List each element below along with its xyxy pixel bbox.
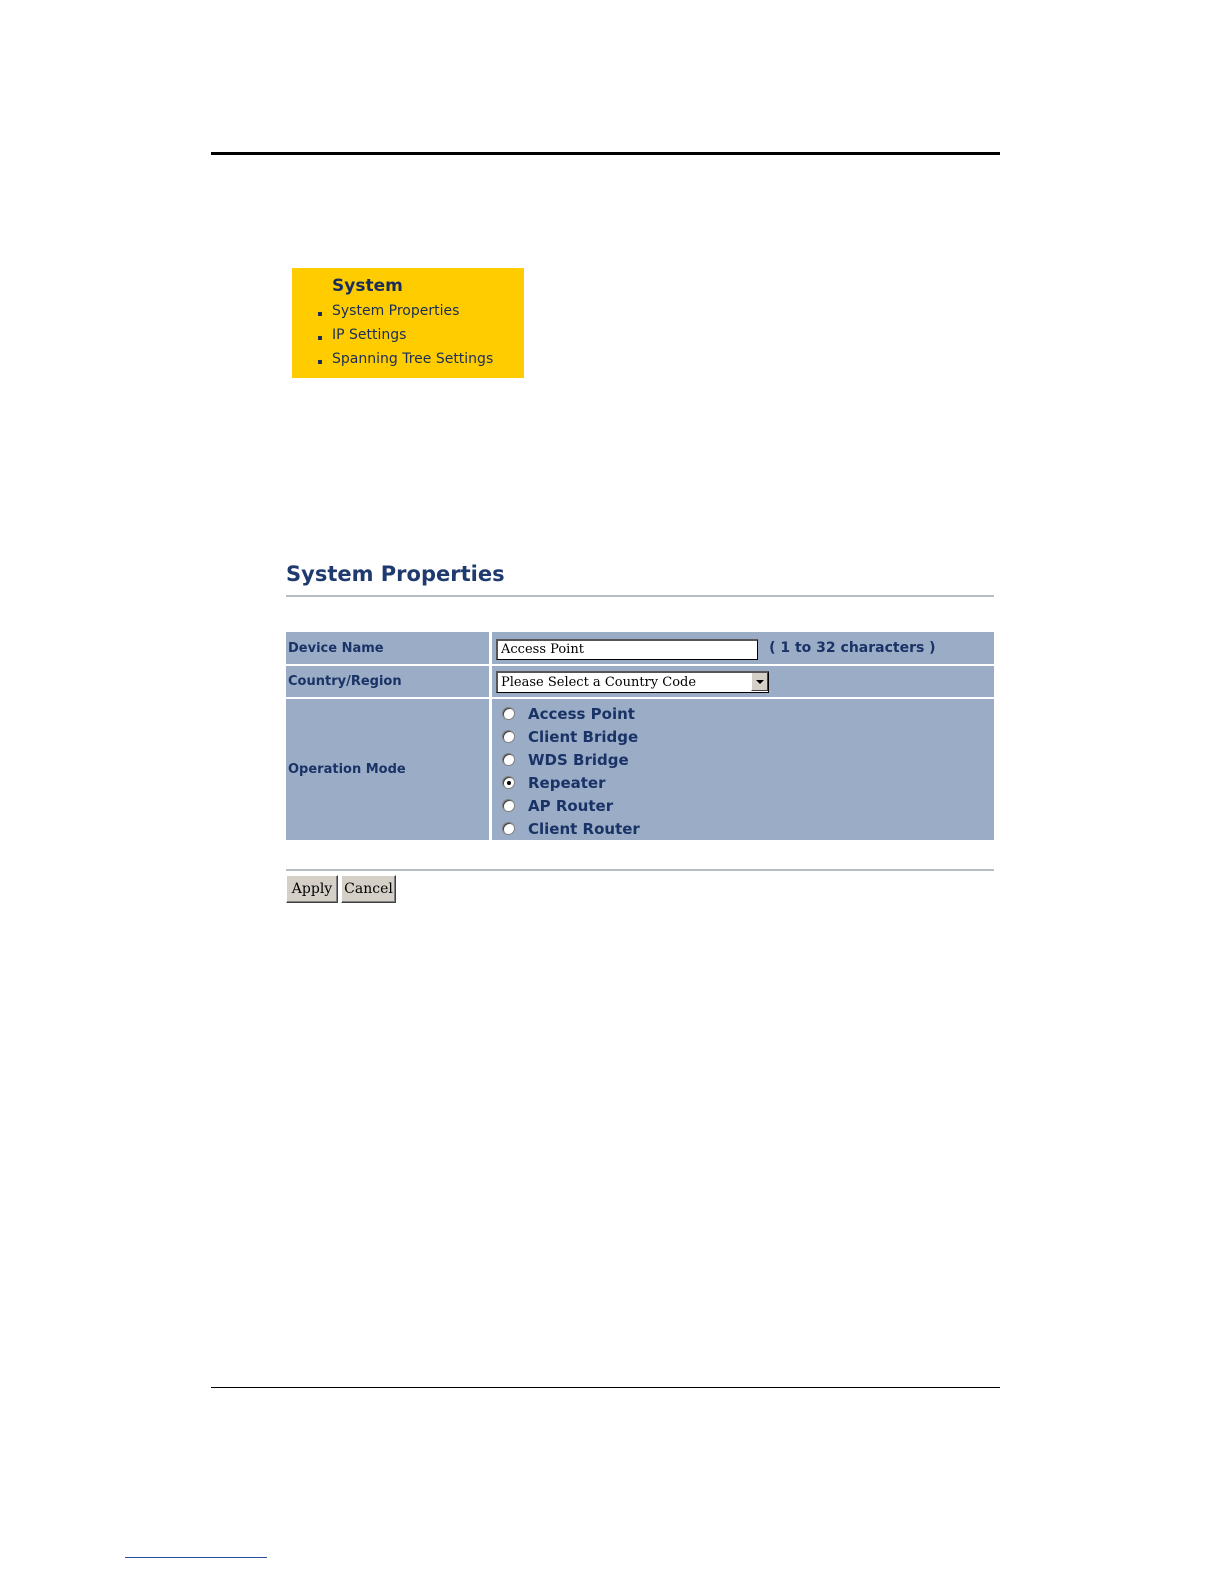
mode-option-client-router[interactable] [496,817,994,840]
operation-mode-label: Operation Mode [286,699,492,840]
mode-option-client-bridge[interactable] [496,725,994,748]
footnote-rule [125,1557,267,1558]
page-footer-rule [211,1387,1000,1388]
bullet-icon [318,336,322,340]
system-menu-item-label: Spanning Tree Settings [332,351,494,367]
country-region-label: Country/Region [286,666,492,699]
device-name-hint: ( 1 to 32 characters ) [769,640,936,656]
device-name-input[interactable] [496,639,758,660]
radio-button[interactable] [502,799,515,812]
mode-option-label: WDS Bridge [528,750,629,769]
radio-button[interactable] [502,753,515,766]
mode-option-wds-bridge[interactable] [496,748,994,771]
mode-option-label: Repeater [528,773,606,792]
operation-mode-value-cell [492,699,994,840]
page-title: System Properties [286,562,505,586]
radio-button[interactable] [502,776,515,789]
radio-button[interactable] [502,822,515,835]
country-region-value-cell [492,666,994,699]
system-menu-item-spanning-tree-settings[interactable] [332,347,524,371]
device-name-value-cell [492,632,994,666]
device-name-row [286,632,994,666]
radio-button[interactable] [502,707,515,720]
system-menu-item-label: IP Settings [332,327,407,343]
mode-option-label: Client Router [528,819,640,838]
mode-option-repeater[interactable] [496,771,994,794]
system-menu-item-system-properties[interactable] [332,299,524,323]
chevron-down-icon[interactable] [751,673,768,691]
page-header-rule [211,152,1000,155]
bullet-icon [318,312,322,316]
operation-mode-row [286,699,994,840]
bullet-icon [318,360,322,364]
country-region-select[interactable] [496,671,769,693]
system-menu-title: System [332,276,403,296]
system-menu-list [332,299,524,371]
system-menu-item-label: System Properties [332,303,460,319]
apply-button[interactable]: Apply [286,875,338,903]
mode-option-ap-router[interactable] [496,794,994,817]
title-divider [286,595,994,597]
system-menu-item-ip-settings[interactable] [332,323,524,347]
mode-option-label: Access Point [528,704,635,723]
cancel-button[interactable]: Cancel [341,875,396,903]
form-divider [286,869,994,871]
radio-button[interactable] [502,730,515,743]
system-menu [292,268,524,378]
operation-mode-options [496,699,994,840]
country-region-row [286,666,994,699]
mode-option-access-point[interactable] [496,702,994,725]
device-name-label: Device Name [286,632,492,666]
mode-option-label: Client Bridge [528,727,639,746]
mode-option-label: AP Router [528,796,614,815]
country-region-selected: Please Select a Country Code [501,674,697,690]
system-properties-form [286,632,994,840]
